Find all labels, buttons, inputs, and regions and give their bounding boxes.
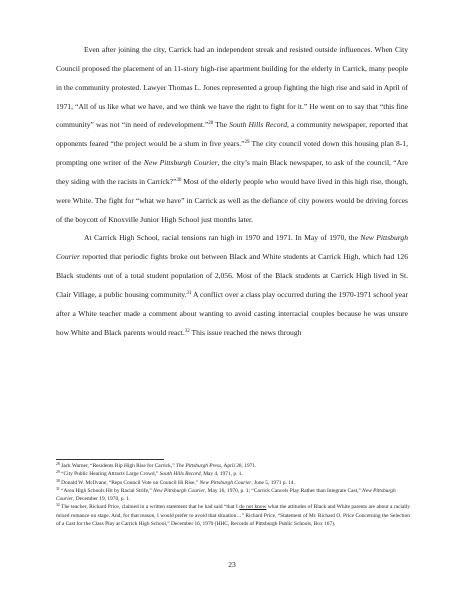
footnotes [56,462,410,528]
publication-title: New Pittsburgh Courier [199,479,252,486]
text-run: “City Public Hearing Attracts Large Crowd,” [59,471,160,478]
text-run: reported that periodic fights broke out between Black and White students at Carrick High, which had 126 Black students out of a total student population of 2,056. Most of the Black students at Carrick High lived in St. Clair Village, a public housing community. [56,252,408,299]
publication-title: New Pittsburgh Courier [143,158,218,168]
footnote-number: 30 [56,478,60,483]
text-run: what the attitudes of Black and White parents are about a racially mixed romance on stage. And, for that reason, I would prefer to avoid that situation…” Richard Price, “Statement of Mr. Richard O. Price Concerning the Selection of a Cast for the Class Play at Carrick High School,” December 16, 1970 (HHC, Records of Pittsburgh Public Schools, Box 167). [56,504,410,528]
text-run: , April 28, 1971. [221,463,257,469]
footnote-30 [56,479,410,487]
footnote-reference: 29 [244,140,250,146]
text-run: This issue reached the news through [189,327,302,337]
paragraph-carrick-high-school [56,229,408,342]
paragraph-carrick-independence [56,41,408,229]
footnote-31 [56,487,410,504]
text-run: , a community newspaper, reported that opponents feared “the project would be a slum in five years.” [56,120,408,149]
text-run: The teacher, Richard Price, claimed in a written statement that he had said “that I [59,504,240,511]
footnote-number: 31 [56,486,60,491]
footnote-28 [56,462,410,470]
page-number: 23 [228,560,236,569]
publication-title: The Pittsburgh Press [175,463,222,469]
text-run: A conflict over a class play occurred during the 1970-1971 school year after a White teacher made a comment about wanting to avoid casting interracial couples because he was unsure how White and Black parents would react. [56,289,408,337]
text-run: The city council voted down this housing plan 8-1, prompting one writer of the [56,139,408,168]
footnote-29 [56,470,410,478]
footnote-number: 28 [56,462,60,466]
footnote-32 [56,503,410,528]
text-run: The [213,120,230,130]
underlined-text: do not know [239,504,267,511]
footnote-reference: 28 [208,121,214,127]
text-run: , the city’s main Black newspaper, to ask of the council, “Are they siding with the racists in Carrick?” [56,158,408,186]
publication-title: New Pittsburgh Courier [56,487,396,503]
footnote-reference: 31 [186,290,192,296]
footnote-reference: 30 [176,177,182,183]
text-run: At Carrick High School, racial tensions ran high in 1970 and 1971. In May of 1970, the [84,233,361,243]
footnote-number: 29 [56,470,60,475]
footnote-separator [56,459,164,460]
publication-title: South Hills Record [229,120,287,130]
footnote-number: 32 [56,503,60,508]
text-run: , May 4, 1971, p. 1. [200,471,243,478]
body-text [56,41,408,343]
text-run: Donald W. McIlvane, “Reps Council Vote on Council Hi Rise,” [59,479,200,486]
publication-title: New Pittsburgh Courier [153,487,205,494]
text-run: Even after joining the city, Carrick had an independent streak and resisted outside influences. When City Council proposed the placement of an 11-story high-rise apartment building for the elderly in Carrick, many people in the community protested. Lawyer Thomas L. Jones represented a group fighting the high rise and said in April of 1971, “All of us like what we have, and we think we have the right to fight for it.” He went on to say that “this fine community” was not “in need of redevelopment.” [56,45,408,130]
text-run: , June 5, 1971 p. 14. [251,479,295,486]
text-run: , December 19, 1970, p. 1. [73,496,131,503]
footnote-reference: 32 [184,328,190,334]
publication-title: South Hills Record [159,471,201,478]
text-run: Most of the elderly people who would have lived in this high rise, though, were White. The fight for “what we have” in Carrick as well as the defiance of city powers would be driving forces of the boycott of Knoxville Junior High School just months later. [56,176,409,224]
text-run: “Area High Schools Hit by Racial Strife,” [59,487,154,494]
text-run: Jack Warner, “Residents Rip High Rise for Carrick,” [59,463,176,469]
publication-title: New Pittsburgh Courier [56,233,408,262]
text-run: , May 16, 1970, p. 1; “Carrick Cancels Play Rather than Integrate Cast,” [204,487,363,494]
